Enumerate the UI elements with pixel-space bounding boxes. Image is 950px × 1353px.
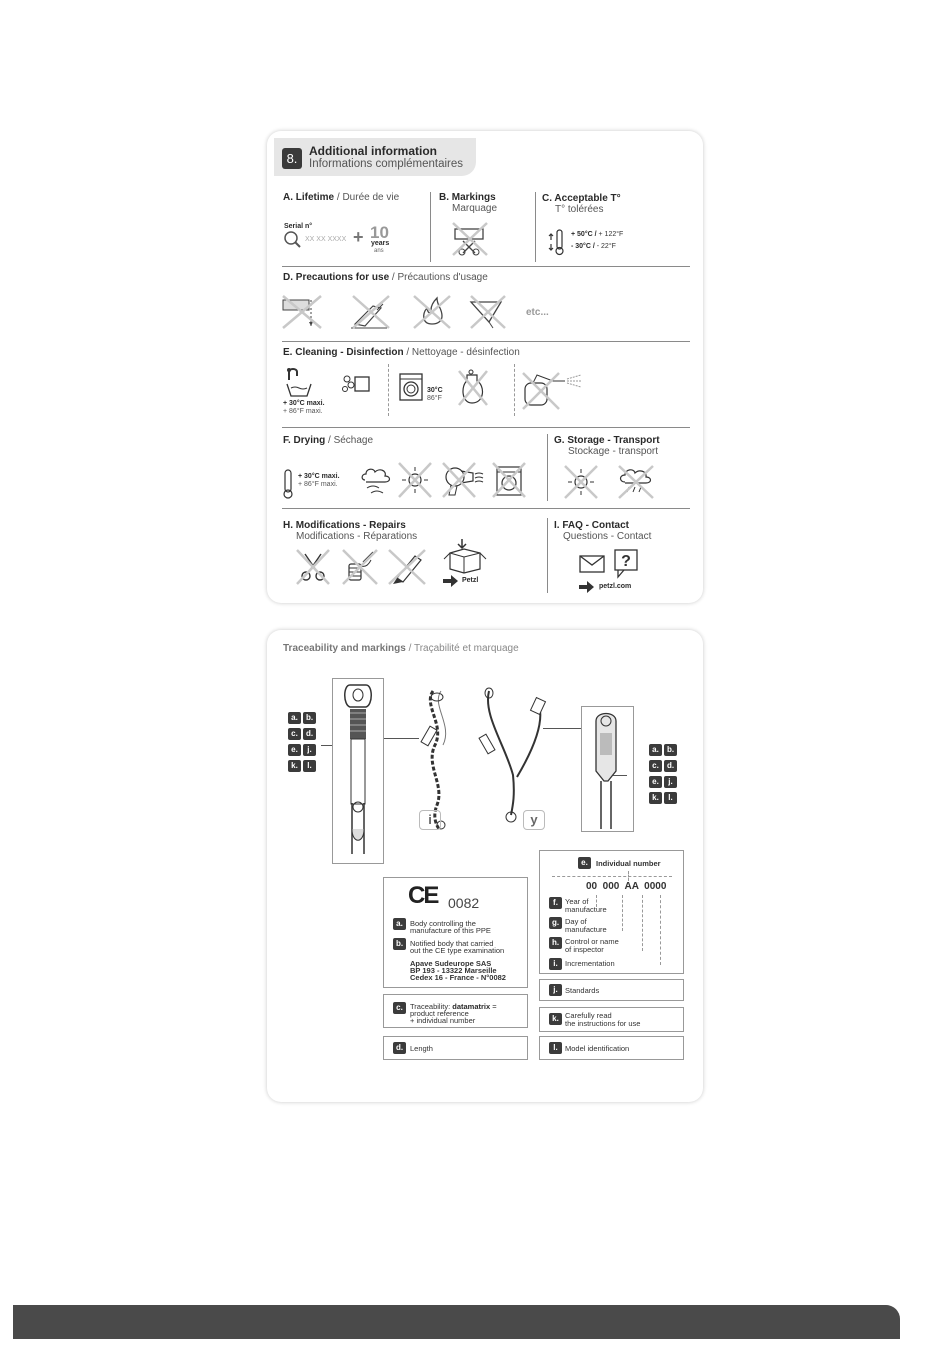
petzl-label: Petzl [462,577,479,584]
badge-c: c. [393,1002,406,1014]
badge-grid-left: a. b. c. d. e. j. k. l. [288,707,320,771]
c-text-2: product reference [410,1009,469,1018]
a-text-2: manufacture of this PPE [410,926,491,935]
arrow-right-icon-2 [579,581,595,593]
storage-heading-en: G. Storage - Transport [554,435,660,446]
traceability-card [267,630,703,1102]
magnifier-icon [284,231,302,249]
no-scissors-icon [295,548,331,586]
badge-grid-right: a. b. c. d. e. j. k. l. [649,739,681,803]
tap-water-icon [283,366,317,398]
i-text: Incrementation [565,959,615,968]
faq-heading-fr: Questions - Contact [563,531,652,542]
h-text-1: Control or name [565,937,619,946]
cleaning-max-c: + 30°C maxi. [283,400,325,407]
precautions-etc: etc... [526,307,549,318]
individual-number-box [539,850,684,974]
g-text-2: manufacture [565,925,607,934]
serial-label: Serial n° [284,223,313,230]
badge-l: l. [549,1042,562,1054]
badge-e: e. [578,857,591,869]
drying-thermometer-icon [283,469,293,499]
address-line-1: Apave Sudeurope SAS [410,959,492,968]
drying-heading: F. Drying / Séchage [283,435,374,446]
b-text-1: Notified body that carried [410,939,494,948]
badge-f: f. [549,897,562,909]
b-text-2: out the CE type examination [410,946,505,955]
standards-box [539,979,684,1001]
k-text-2: the instructions for use [565,1019,641,1028]
f-text-1: Year of [565,897,589,906]
no-pressure-washer-icon [519,371,587,411]
envelope-icon [579,555,605,573]
j-text: Standards [565,986,600,995]
petzl-website[interactable]: petzl.com [599,583,632,590]
e-text: Individual number [596,859,661,868]
traceability-datamatrix-box [383,994,528,1028]
g-text-1: Day of [565,917,587,926]
ce-number: 0082 [448,895,480,911]
wash-temp-f: 86°F [427,395,442,402]
years-label-en: years [371,240,390,247]
cleaning-max-f: + 86°F maxi. [283,408,323,415]
instructions-box [539,1007,684,1032]
badge-k: k. [549,1013,562,1025]
ce-mark: CE [408,882,438,909]
return-box-icon [442,537,488,575]
h-text-2: of inspector [565,945,604,954]
additional-information-card [267,131,703,603]
section-title-en: Additional information [309,144,437,158]
modifications-heading-fr: Modifications - Réparations [296,531,418,542]
precautions-heading: D. Precautions for use / Précautions d'usage [283,272,488,283]
length-box [383,1036,528,1060]
drying-max-c: + 30°C maxi. [298,473,340,480]
lifetime-heading: A. Lifetime / Durée de vie [283,192,400,203]
badge-b: b. [393,938,406,950]
drying-max-f: + 86°F maxi. [298,481,338,488]
d-text: Length [410,1044,433,1053]
modifications-heading-en: H. Modifications - Repairs [283,520,406,531]
temperature-heading-fr: T° tolérées [555,204,604,215]
no-sharp-edge-icon [281,294,327,332]
wash-temp-c: 30°C [427,387,443,394]
no-sewing-icon [341,548,379,586]
arrow-right-icon [443,575,459,587]
years-number: 10 [370,223,389,242]
storage-heading-fr: Stockage - transport [568,446,659,457]
address-line-2: BP 193 - 13322 Marseille [410,966,497,975]
badge-h: h. [549,937,562,949]
no-sun-icon [397,461,433,499]
no-engraving-icon [451,221,489,257]
c-text-1: Traceability: datamatrix = [410,1002,497,1011]
footer-bar [13,1305,900,1339]
section-title-fr: Informations complémentaires [309,158,464,170]
markings-heading-fr: Marquage [452,203,498,214]
lanyard-y-illustration [475,685,565,825]
badge-d: d. [393,1042,406,1054]
air-dry-icon [359,464,395,498]
connector-detail [581,706,634,832]
cleaning-heading: E. Cleaning - Disinfection / Nettoyage - désinfection [283,347,520,358]
temperature-hot: + 50°C / + 122°F [571,231,624,238]
thermometer-icon [548,228,566,256]
serial-example: 00 000 AA 0000 [586,881,667,892]
connector-illustration [582,707,633,831]
serial-mask: XX XX XXXX [305,236,347,243]
plus-sign: + [353,227,364,247]
no-cutting-tool-icon [347,294,393,332]
ce-marking-box [383,877,528,988]
temperature-heading-en: C. Acceptable T° [542,193,621,204]
model-identification-box [539,1036,684,1060]
markings-heading-en: B. Markings [439,192,496,203]
no-tumble-dryer-icon [491,461,527,499]
badge-a: a. [393,918,406,930]
faq-heading-en: I. FAQ - Contact [554,520,629,531]
l-text: Model identification [565,1044,630,1053]
no-chemicals-icon [467,294,509,332]
badge-g: g. [549,917,562,929]
no-marker-icon [387,548,427,586]
no-rain-icon [617,464,655,500]
model-i-label: i [419,810,441,830]
a-text-1: Body controlling the [410,919,476,928]
badge-j: j. [549,984,562,996]
section-header-tab [274,138,476,176]
no-bleach-icon [457,369,489,407]
section-number: 8. [282,148,302,169]
no-sun-storage-icon [563,464,599,500]
years-label-fr: ans [374,248,384,254]
temperature-cold: - 30°C / - 22°F [571,243,616,250]
lanyard-end-illustration [333,679,383,863]
no-hair-dryer-icon [441,461,487,499]
no-fire-icon [412,294,452,332]
svg-text:?: ? [621,553,631,570]
f-text-2: manufacture [565,905,607,914]
c-text-3: + individual number [410,1016,476,1025]
question-bubble-icon [614,549,638,579]
washing-machine-icon [399,373,423,401]
badge-i: i. [549,958,562,970]
traceability-heading: Traceability and markings / Traçabilité et marquage [283,643,519,654]
soap-icon [341,371,371,397]
model-y-label: y [523,810,545,830]
lanyard-end-detail [332,678,384,864]
address-line-3: Cedex 16 - France - N°0082 [410,973,506,982]
k-text-1: Carefully read [565,1011,612,1020]
